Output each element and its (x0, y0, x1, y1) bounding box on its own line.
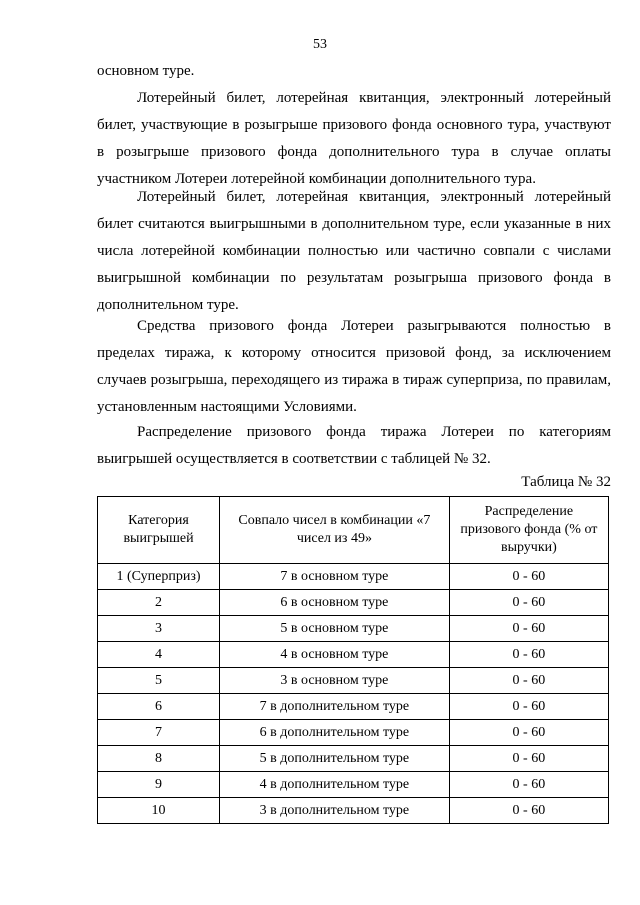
table-caption: Таблица № 32 (521, 474, 611, 490)
cell-category: 6 (98, 694, 220, 720)
continuation-text: основном туре. (97, 63, 195, 79)
page-number: 53 (313, 37, 327, 52)
table-row (98, 590, 609, 616)
table-row (98, 564, 609, 590)
header-match: Совпало чисел в комбинации «7 чисел из 49» (220, 497, 450, 564)
cell-match: 4 в дополнительном туре (220, 772, 450, 798)
cell-category: 4 (98, 642, 220, 668)
paragraph: Лотерейный билет, лотерейная квитанция, электронный лотерейный билет считаются выигрышными в дополнительном туре, если указанные в них числа лотерейной комбинации полностью или частично совпали с числами выигрышной комбинации по результатам розыгрыша призового фонда в дополнительном туре. (97, 189, 611, 313)
cell-category: 2 (98, 590, 220, 616)
table-row (98, 720, 609, 746)
header-category: Категория выигрышей (98, 497, 220, 564)
table-row (98, 694, 609, 720)
paragraph: Средства призового фонда Лотереи разыгрываются полностью в пределах тиража, к которому относится призовой фонд, за исключением случаев розыгрыша, переходящего из тиража в тираж суперприза, по правилам, установленным настоящими Условиями. (97, 318, 611, 415)
table-body (98, 564, 609, 824)
cell-distribution: 0 - 60 (449, 642, 608, 668)
cell-distribution: 0 - 60 (449, 590, 608, 616)
cell-distribution: 0 - 60 (449, 668, 608, 694)
cell-distribution: 0 - 60 (449, 772, 608, 798)
cell-distribution: 0 - 60 (449, 564, 608, 590)
cell-match: 3 в дополнительном туре (220, 798, 450, 824)
cell-match: 5 в дополнительном туре (220, 746, 450, 772)
cell-category: 5 (98, 668, 220, 694)
cell-match: 7 в основном туре (220, 564, 450, 590)
cell-distribution: 0 - 60 (449, 616, 608, 642)
cell-match: 5 в основном туре (220, 616, 450, 642)
cell-category: 7 (98, 720, 220, 746)
table-row (98, 746, 609, 772)
paragraph: Лотерейный билет, лотерейная квитанция, электронный лотерейный билет, участвующие в розыгрыше призового фонда основного тура, участвуют в розыгрыше призового фонда дополнительного тура в случае оплаты участником Лотереи лотерейной комбинации дополнительного тура. (97, 90, 611, 187)
cell-match: 7 в дополнительном туре (220, 694, 450, 720)
cell-category: 1 (Суперприз) (98, 564, 220, 590)
cell-match: 6 в дополнительном туре (220, 720, 450, 746)
cell-match: 6 в основном туре (220, 590, 450, 616)
cell-match: 4 в основном туре (220, 642, 450, 668)
prize-distribution-table (97, 496, 609, 824)
table-header-row (98, 497, 609, 564)
cell-distribution: 0 - 60 (449, 798, 608, 824)
cell-category: 10 (98, 798, 220, 824)
paragraph: Распределение призового фонда тиража Лотереи по категориям выигрышей осуществляется в соответствии с таблицей № 32. (97, 424, 611, 467)
header-distribution: Распределение призового фонда (% от выручки) (449, 497, 608, 564)
table-row (98, 798, 609, 824)
table-row (98, 642, 609, 668)
cell-category: 9 (98, 772, 220, 798)
cell-distribution: 0 - 60 (449, 720, 608, 746)
table-row (98, 772, 609, 798)
cell-category: 8 (98, 746, 220, 772)
cell-distribution: 0 - 60 (449, 746, 608, 772)
cell-distribution: 0 - 60 (449, 694, 608, 720)
table-row (98, 616, 609, 642)
cell-category: 3 (98, 616, 220, 642)
cell-match: 3 в основном туре (220, 668, 450, 694)
table-row (98, 668, 609, 694)
